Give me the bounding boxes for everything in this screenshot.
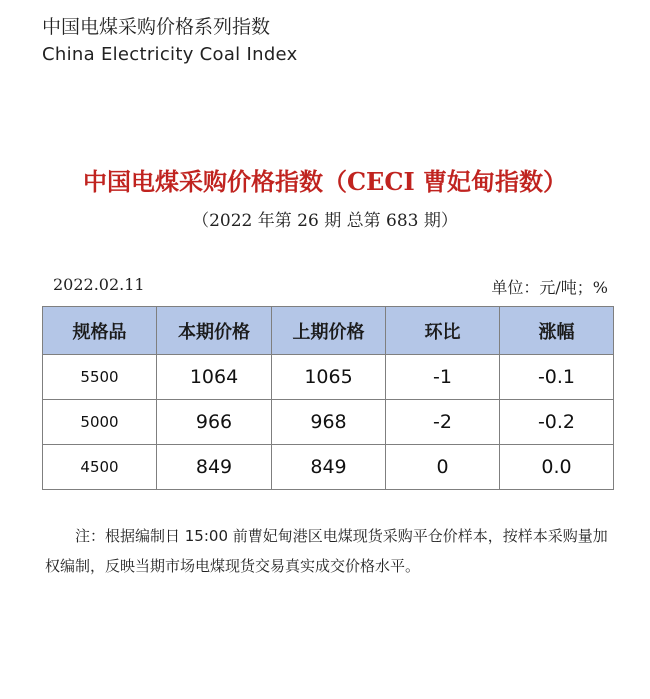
cell-change: -0.1 xyxy=(500,355,614,400)
col-header-mom: 环比 xyxy=(386,307,500,355)
cell-current: 849 xyxy=(157,445,272,490)
cell-previous: 968 xyxy=(272,400,386,445)
cell-spec: 5500 xyxy=(43,355,157,400)
cell-mom: 0 xyxy=(386,445,500,490)
issue-number: （2022 年第 26 期 总第 683 期） xyxy=(192,211,458,231)
table-row xyxy=(43,355,614,400)
cell-current: 1064 xyxy=(157,355,272,400)
footnote: 注：根据编制日 15:00 前曹妃甸港区电煤现货采购平仓价样本，按样本采购量加权编制，反映当期市场电煤现货交易真实成交价格水平。 xyxy=(45,527,608,575)
table-header-row xyxy=(43,307,614,355)
cell-mom: -2 xyxy=(386,400,500,445)
report-title: 中国电煤采购价格指数（CECI 曹妃甸指数） xyxy=(82,167,568,196)
series-title-en: China Electricity Coal Index xyxy=(42,44,298,65)
report-date: 2022.02.11 xyxy=(53,275,145,294)
cell-spec: 4500 xyxy=(43,445,157,490)
cell-change: -0.2 xyxy=(500,400,614,445)
cell-current: 966 xyxy=(157,400,272,445)
table-row xyxy=(43,445,614,490)
cell-mom: -1 xyxy=(386,355,500,400)
table-row xyxy=(43,400,614,445)
cell-previous: 849 xyxy=(272,445,386,490)
cell-previous: 1065 xyxy=(272,355,386,400)
series-title-cn: 中国电煤采购价格系列指数 xyxy=(42,16,271,38)
price-table xyxy=(42,306,614,490)
unit-label: 单位：元/吨；% xyxy=(491,278,608,297)
col-header-spec: 规格品 xyxy=(43,307,157,355)
cell-change: 0.0 xyxy=(500,445,614,490)
col-header-change: 涨幅 xyxy=(500,307,614,355)
col-header-previous: 上期价格 xyxy=(272,307,386,355)
cell-spec: 5000 xyxy=(43,400,157,445)
col-header-current: 本期价格 xyxy=(157,307,272,355)
